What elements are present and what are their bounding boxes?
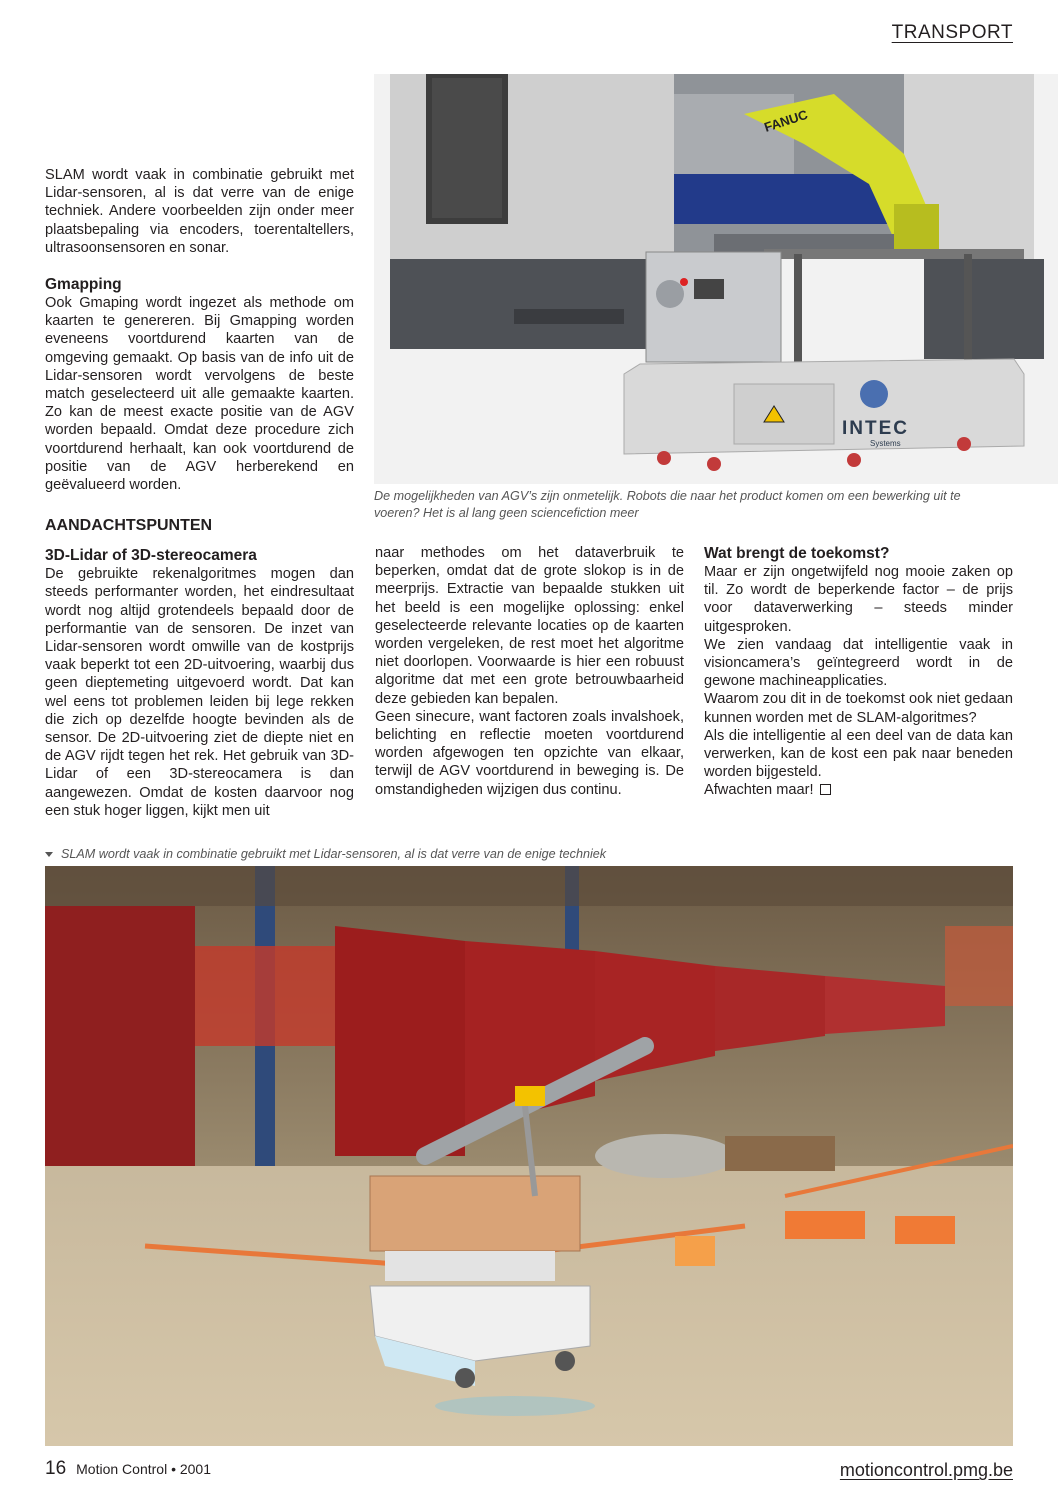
page-number: 16	[45, 1458, 67, 1479]
gmapping-heading: Gmapping	[45, 276, 122, 294]
column2-paragraph-2: Geen sinecure, want factoren zoals invalshoek, belichting en reflectie moeten voortdurend worden afgewogen ten opzichte van elkaar, terwijl de AGV voortdurend in beweging is. De omstandigheden wijzigen dus continu.	[375, 708, 684, 798]
intec-logo: INTEC	[842, 418, 909, 439]
column-3	[704, 544, 1013, 800]
intec-logo-sub: Systems	[870, 439, 901, 448]
publication-name: Motion Control • 2001	[76, 1461, 212, 1477]
gmapping-paragraph: Ook Gmaping wordt ingezet als methode om kaarten te genereren. Bij Gmapping worden eveneens voortdurend kaarten van de omgeving gemaakt. Op basis van de info uit de Lidar-sensoren wordt vervolgens de beste match geselecteerd uit alle gemaakte kaarten. Zo kan de meest exacte positie van de AGV worden bepaald. Omdat deze procedure zich voortdurend herhaalt, kan ook voortdurend de positie van de AGV herberekend en geëvalueerd worden.	[45, 295, 354, 494]
agv-robot-photo	[374, 74, 1058, 484]
future-paragraph-3: Waarom zou dit in de toekomst ook niet gedaan kunnen worden met de SLAM-algoritmes?	[704, 691, 1013, 726]
column-1	[45, 166, 354, 820]
lidar-heading: 3D-Lidar of 3D-stereocamera	[45, 547, 257, 565]
lidar-paragraph: De gebruikte rekenalgoritmes mogen dan steeds performanter worden, het eindresultaat wordt nog altijd grotendeels bepaald door de performantie van de sensoren. De inzet van Lidar-sensoren wordt omwille van de kostprijs vaak beperkt tot een 2D-uitvoering, waarbij dus geen dieptemeting uitgevoerd wordt. Dat kan wel eens tot problemen leiden bij lege rekken die zich op dezelfde hoogte bevinden als de sensor. De 2D-uitvoering ziet de diepte niet en de AGV rijdt tegen het rek. Het gebruik van 3D-Lidar of een 3D-stereocamera is dan aangewezen. Omdat de kosten daarvoor nog een stuk hoger liggen, kijkt men uit	[45, 566, 354, 819]
column-2	[375, 544, 684, 799]
factory-agv-photo	[45, 866, 1013, 1446]
section-heading: AANDACHTSPUNTEN	[45, 517, 213, 535]
future-paragraph-4: Als die intelligentie al een deel van de data kan verwerken, kan de kost een pak naar beneden worden bijgesteld.	[704, 727, 1013, 781]
section-tag: TRANSPORT	[891, 22, 1013, 43]
end-mark-icon	[820, 784, 831, 795]
future-paragraph-2: We zien vandaag dat intelligentie vaak in visioncamera’s geïntegreerd wordt in de gewone machineapplicaties.	[704, 636, 1013, 690]
closing-text: Afwachten maar!	[704, 782, 814, 799]
fanuc-logo: FANUC	[762, 106, 810, 135]
website-link[interactable]: motioncontrol.pmg.be	[839, 1460, 1013, 1480]
intro-paragraph: SLAM wordt vaak in combinatie gebruikt met Lidar-sensoren, al is dat verre van de enige techniek. Andere voorbeelden zijn onder meer plaatsbepaling via encoders, toerentaltellers, ultrasoonsensoren en sonar.	[45, 167, 354, 256]
future-paragraph-5	[704, 781, 1013, 799]
future-paragraph-1: Maar er zijn ongetwijfeld nog mooie zaken op til. Zo wordt de beperkende factor – de prijs voor dataverwerking – steeds minder uitgesproken.	[704, 564, 1013, 635]
column2-paragraph-1: naar methodes om het dataverbruik te beperken, omdat dat de grote slokop is in de meerprijs. Extractie van bepaalde stukken uit het beeld is een mogelijke oplossing: enkel geselecteerde relevante locaties op de kaarten worden vergeleken, de rest moet het algoritme niet doorlopen. Voorwaarde is hier een robuust algoritme dat met een grote betrouwbaarheid deze gebieden kan bepalen.	[375, 545, 684, 707]
caret-down-icon	[45, 852, 53, 857]
figure2-caption: SLAM wordt vaak in combinatie gebruikt met Lidar-sensoren, al is dat verre van de enige techniek	[61, 847, 607, 861]
future-heading: Wat brengt de toekomst?	[704, 545, 890, 562]
figure1-caption: De mogelijkheden van AGV’s zijn onmetelijk. Robots die naar het product komen om een bewerking uit te voeren? Het is al lang geen sciencefiction meer	[374, 489, 961, 520]
footer-left	[45, 1458, 211, 1480]
figure2-caption-row	[45, 846, 1013, 863]
